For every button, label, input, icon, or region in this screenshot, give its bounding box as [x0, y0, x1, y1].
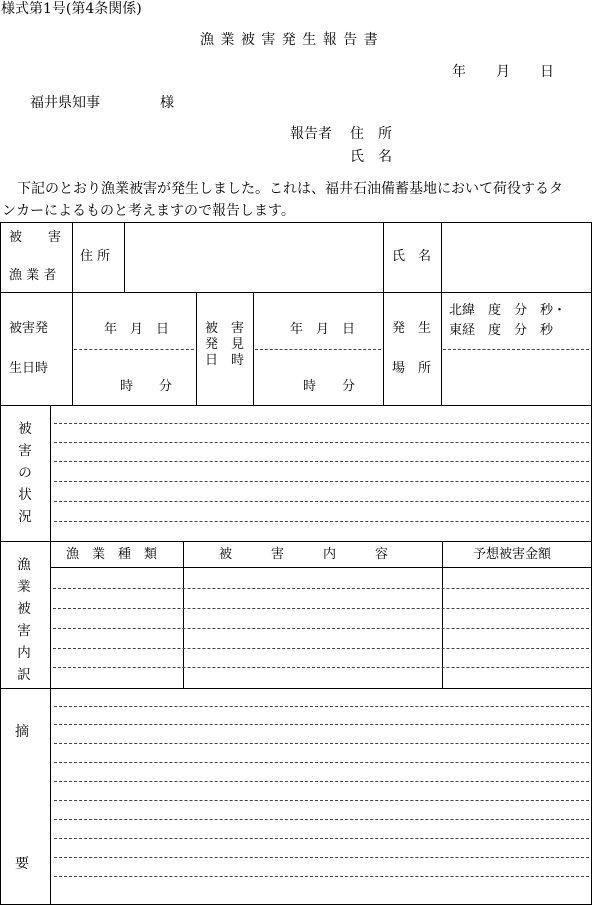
breakdown-label: 漁 業 被 害 内 訳	[17, 557, 31, 683]
remarks-label-top: 摘	[15, 724, 29, 740]
remarks-label-bottom: 要	[15, 856, 29, 872]
body-text-line1: 下記のとおり漁業被害が発生しました。これは、福井石油備蓄基地において荷役するタ	[17, 181, 563, 197]
reporter-address-label: 住 所	[350, 126, 392, 142]
report-form-table	[0, 222, 592, 905]
column-header-fishery-type: 漁 業 種 類	[66, 547, 158, 562]
row-divider-3	[0, 541, 592, 542]
form-number: 様式第1号(第4条関係)	[1, 1, 142, 17]
victim-address-label: 住 所	[80, 249, 111, 264]
discovery-label: 被 害 発 見 日 時	[205, 321, 245, 368]
victim-address-field[interactable]	[125, 223, 382, 291]
table-border-left	[0, 222, 1, 905]
situation-text-area[interactable]	[51, 406, 591, 540]
reporter-label: 報告者	[290, 126, 332, 142]
place-detail-field[interactable]	[443, 351, 589, 403]
situation-label: 被 害 の 状 況	[18, 421, 32, 525]
place-label-top: 発 生	[392, 321, 432, 336]
place-label-bottom: 場 所	[392, 361, 432, 376]
breakdown-entry-area[interactable]	[51, 568, 591, 687]
victim-label-top: 被 害	[9, 230, 62, 245]
occurrence-label-top: 被害発	[9, 321, 49, 336]
row-divider-1	[0, 292, 592, 293]
date-day-label: 日	[540, 64, 554, 80]
victim-name-label: 氏 名	[392, 249, 432, 264]
body-text-line2: ンカーによるものと考えますので報告します。	[2, 203, 295, 219]
discovery-time-field[interactable]: 時 分	[303, 379, 356, 394]
occurrence-time-field[interactable]: 時 分	[120, 379, 173, 394]
remarks-text-area[interactable]	[51, 689, 591, 903]
occurrence-date-field[interactable]: 年 月 日	[104, 322, 170, 337]
date-year-label: 年	[452, 64, 466, 80]
column-header-estimated-amount: 予想被害金額	[473, 547, 552, 562]
document-title: 漁 業 被 害 発 生 報 告 書	[200, 32, 379, 48]
date-month-label: 月	[496, 64, 510, 80]
addressee-suffix: 様	[160, 95, 174, 111]
latitude-field[interactable]: 北緯 度 分 秒・	[449, 303, 567, 318]
longitude-field[interactable]: 東経 度 分 秒	[449, 323, 554, 338]
occurrence-label-bottom: 生日時	[9, 361, 49, 376]
discovery-date-field[interactable]: 年 月 日	[290, 322, 356, 337]
victim-label-bottom: 漁 業 者	[9, 268, 57, 283]
column-header-damage-content: 被 害 内 容	[219, 547, 389, 562]
reporter-name-label: 氏 名	[350, 149, 392, 165]
addressee: 福井県知事	[30, 95, 100, 111]
victim-name-field[interactable]	[442, 223, 590, 291]
